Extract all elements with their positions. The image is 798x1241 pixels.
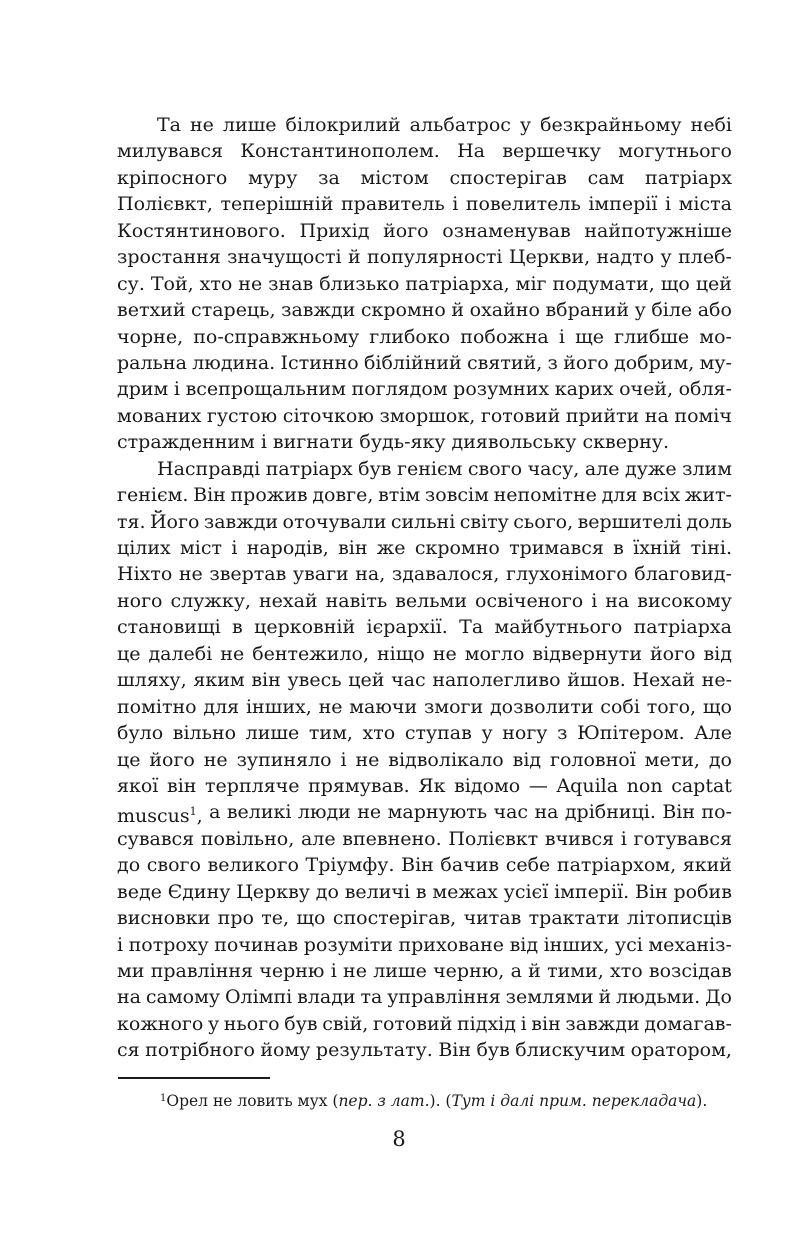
- text-line: це його не зупиняло і не відволікало від головної мети, до: [117, 748, 732, 771]
- text-line: сувався повільно, але впевнено. Полієвкт вчився і готувався: [117, 827, 732, 850]
- text-line: висновки про те, що спостерігав, читав трактати літописців: [117, 907, 732, 930]
- text-line: на самому Олімпі влади та управління землями й людьми. До: [117, 986, 732, 1009]
- text-line: дрим і всепрощальним поглядом розумних карих очей, обля-: [117, 378, 732, 401]
- text-line: якої він терпляче прямував. Як відомо — Aquila non captat: [117, 774, 732, 797]
- text-line: цілих міст і народів, він же скромно тримався в їхній тіні.: [117, 537, 732, 559]
- text-line: ми правління черню і не лише черню, а й тими, хто возсідав: [117, 960, 732, 982]
- footnote: [160, 1088, 730, 1112]
- text-line: Насправді патріарх був генієм свого часу, але дуже злим: [157, 457, 732, 480]
- text-line: кожного у нього був свій, готовий підхід і він завжди домагав-: [117, 1012, 732, 1035]
- text-line: ветхий старець, завжди скромно й охайно вбраний у біле або: [117, 299, 732, 322]
- text-line: тя. Його завжди оточували сильні світу сього, вершителі доль: [117, 510, 732, 533]
- footnote-italic-1: пер. з лат.: [338, 1092, 430, 1110]
- text-line: ральна людина. Істинно біблійний святий, з його добрим, му-: [117, 351, 732, 374]
- footnote-text-2: ). (: [429, 1092, 452, 1110]
- text-line: Ніхто не звертав уваги на, здавалося, глухонімого благовид-: [117, 563, 732, 586]
- text-line: чорне, по-справжньому глибоко побожна і ще глибше мо-: [117, 325, 732, 348]
- text-line: кріпосного муру за містом спостерігав сам патріарх: [117, 166, 732, 189]
- text-line: мованих густою сіточкою зморшок, готовий прийти на поміч: [117, 404, 732, 427]
- footnote-italic-2: Тут і далі прим. перекладача: [451, 1092, 697, 1110]
- text-line: muscus$^1$, а великі люди не марнують час на дрібниці. Він по-: [117, 801, 732, 828]
- text-line: помітно для інших, не маючи змоги дозволити собі того, що: [117, 695, 732, 718]
- text-line: шляху, яким він увесь цей час наполегливо йшов. Нехай не-: [117, 669, 732, 692]
- text-line: ного служку, нехай навіть вельми освіченого і на високому: [117, 589, 732, 612]
- text-line: ся потрібного йому результату. Він був блискучим оратором,: [117, 1039, 732, 1062]
- text-line: веде Єдину Церкву до величі в межах усієї імперії. Він робив: [117, 880, 732, 903]
- text-line: су. Той, хто не знав близько патріарха, міг подумати, що цей: [117, 272, 732, 295]
- text-line: було вільно лише тим, хто ступав у ногу з Юпітером. Але: [117, 722, 732, 745]
- footnote-text-1: Орел не ловить мух (: [166, 1092, 339, 1110]
- text-line: милувався Константинополем. На вершечку могутнього: [117, 140, 732, 163]
- footnote-separator-rule: [118, 1077, 270, 1079]
- text-line: Та не лише білокрилий альбатрос у безкрайньому небі: [157, 114, 732, 136]
- text-line: Костянтинового. Прихід його ознаменував найпотужніше: [117, 219, 732, 242]
- footnote-text-3: ).: [696, 1092, 708, 1110]
- page-number: 8: [392, 1127, 406, 1151]
- text-line: генієм. Він прожив довге, втім зовсім непомітне для всіх жит-: [117, 484, 732, 507]
- text-line: Полієвкт, теперішній правитель і повелитель імперії і міста: [117, 193, 732, 216]
- text-line: становищі в церковній ієрархії. Та майбутнього патріарха: [117, 616, 732, 639]
- body-text: [117, 112, 732, 1064]
- footnote-marker: 1: [160, 1093, 167, 1104]
- text-line: до свого великого Тріумфу. Він бачив себе патріархом, який: [117, 854, 732, 877]
- text-line: це далебі не бентежило, ніщо не могло відвернути його від: [117, 642, 732, 665]
- text-line: і потроху починав розуміти приховане від інших, усі механіз-: [117, 933, 732, 956]
- text-line: зростання значущості й популярності Церкви, надто у плеб-: [117, 246, 732, 269]
- text-line: стражденним і вигнати будь-яку диявольську скверну.: [117, 431, 669, 454]
